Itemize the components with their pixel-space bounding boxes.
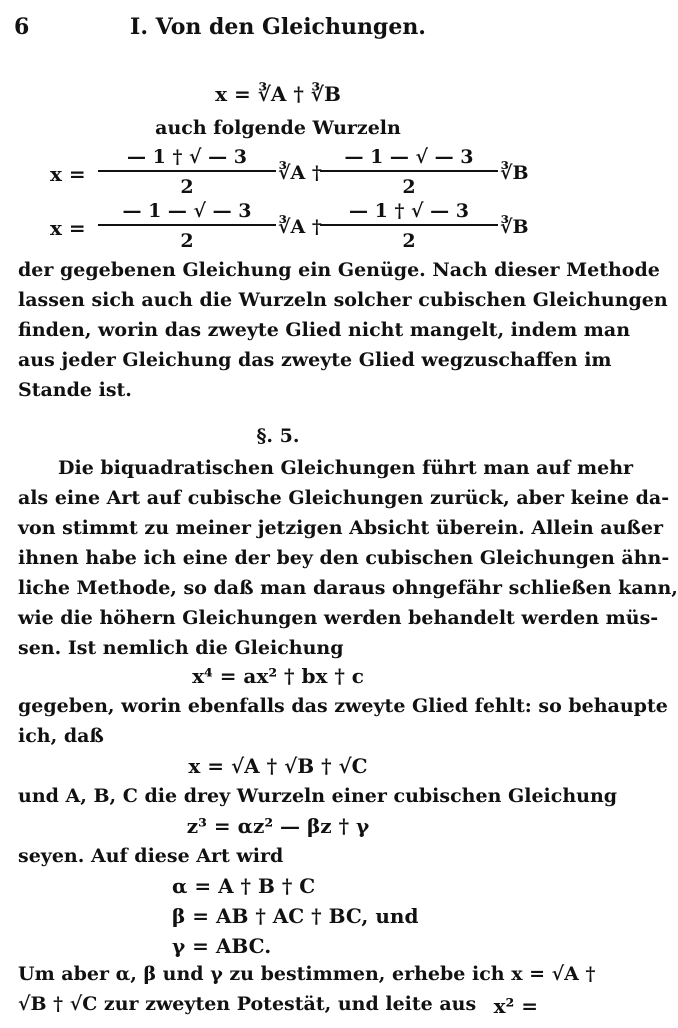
paragraph-line: finden, worin das zweyte Glied nicht mangelt, indem man [18, 319, 631, 341]
paragraph-line: von stimmt zu meiner jetzigen Absicht überein. Allein außer [18, 517, 663, 539]
paragraph-line: Die biquadratischen Gleichungen führt man auf mehr [58, 457, 634, 479]
cube-root-b: ∛B [500, 216, 529, 238]
equation-root-3 [24, 200, 532, 260]
equation-cubic-roots: x = ∛A † ∛B [215, 82, 341, 106]
cube-root-a: ∛A † [278, 216, 322, 238]
cube-root-a: ∛A † [278, 162, 322, 184]
numerator: — 1 — √ — 3 [320, 146, 498, 172]
page-number: 6 [14, 14, 30, 40]
denominator: 2 [402, 230, 416, 252]
section-heading: §. 5. [256, 425, 300, 447]
denominator: 2 [180, 230, 194, 252]
paragraph-line: gegeben, worin ebenfalls das zweyte Glied fehlt: so behaupte [18, 695, 668, 717]
paragraph-line: aus jeder Gleichung das zweyte Glied wegzuschaffen im [18, 349, 612, 371]
paragraph-line: lassen sich auch die Wurzeln solcher cubischen Gleichungen [18, 289, 668, 311]
paragraph-line: seyen. Auf diese Art wird [18, 845, 284, 867]
paragraph-line: sen. Ist nemlich die Gleichung [18, 637, 344, 659]
denominator: 2 [180, 176, 194, 198]
paragraph-line: und A, B, C die drey Wurzeln einer cubischen Gleichung [18, 785, 618, 807]
equation-gamma: γ = ABC. [172, 934, 272, 958]
equation-root-2 [24, 146, 532, 206]
equation-lhs: x = [50, 162, 86, 186]
fraction-1 [98, 200, 276, 252]
fraction-1 [98, 146, 276, 198]
numerator: — 1 — √ — 3 [98, 200, 276, 226]
paragraph-line: der gegebenen Gleichung ein Genüge. Nach dieser Methode [18, 259, 660, 281]
equation-quartic: x⁴ = ax² † bx † c [192, 664, 364, 688]
paragraph-line: wie die höhern Gleichungen werden behandelt werden müs- [18, 607, 659, 629]
chapter-title: I. Von den Gleichungen. [130, 14, 426, 40]
catchword: x² = [493, 994, 538, 1018]
numerator: — 1 † √ — 3 [320, 200, 498, 226]
paragraph-line: √B † √C zur zweyten Potestät, und leite aus [18, 993, 477, 1015]
fraction-2 [320, 200, 498, 252]
paragraph-line: Um aber α, β und γ zu bestimmen, erhebe ich x = √A † [18, 963, 596, 985]
paragraph-line: ihnen habe ich eine der bey den cubischen Gleichungen ähn- [18, 547, 670, 569]
equation-lhs: x = [50, 216, 86, 240]
page-header [14, 14, 542, 48]
text-roots: auch folgende Wurzeln [155, 117, 401, 139]
equation-alpha: α = A † B † C [172, 874, 316, 898]
paragraph-line: ich, daß [18, 725, 104, 747]
numerator: — 1 † √ — 3 [98, 146, 276, 172]
equation-root-sum: x = √A † √B † √C [188, 754, 368, 778]
fraction-2 [320, 146, 498, 198]
equation-beta: β = AB † AC † BC, und [172, 904, 419, 928]
paragraph-line: Stande ist. [18, 379, 132, 401]
cube-root-b: ∛B [500, 162, 529, 184]
paragraph-line: als eine Art auf cubische Gleichungen zurück, aber keine da- [18, 487, 670, 509]
denominator: 2 [402, 176, 416, 198]
paragraph-line: liche Methode, so daß man daraus ohngefähr schließen kann, [18, 577, 678, 599]
equation-cubic: z³ = αz² — βz † γ [186, 814, 370, 838]
